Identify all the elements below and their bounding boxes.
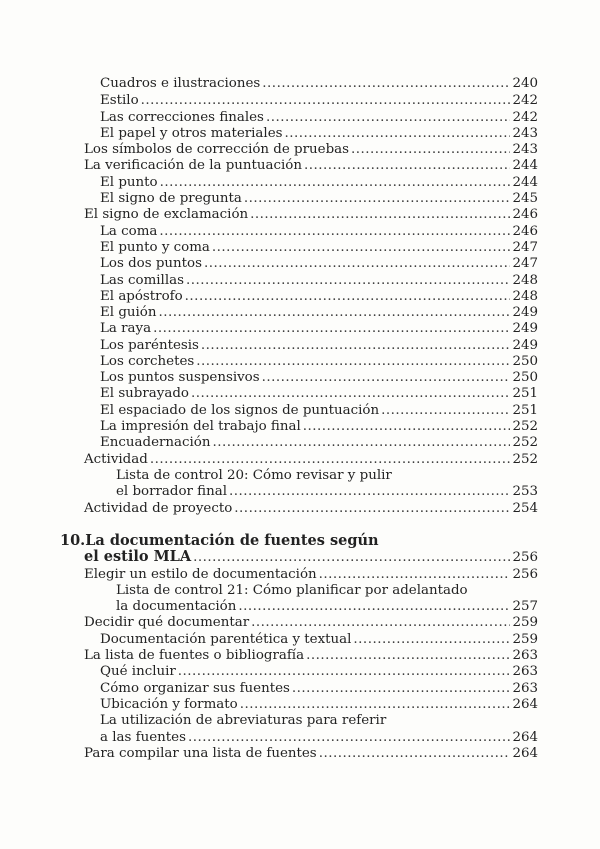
toc-entry[interactable]: La coma ..... 246 (100, 224, 538, 240)
toc-entry[interactable]: Los símbolos de corrección de pruebas ..... 243 (84, 142, 538, 158)
toc-entry-continued: Lista de control 21: Cómo planificar por adelantado (116, 583, 468, 598)
toc-entry[interactable]: La raya ..... 249 (100, 321, 538, 337)
chapter-heading-line2[interactable]: el estilo MLA ..... 256 (84, 549, 538, 565)
toc-entry[interactable]: Ubicación y formato ..... 264 (100, 697, 538, 713)
toc-entry-continued: La utilización de abreviaturas para referir (100, 713, 387, 728)
toc-entry[interactable]: Para compilar una lista de fuentes ..... 264 (84, 746, 538, 762)
toc-entry[interactable]: el borrador final ..... 253 (116, 484, 538, 500)
toc-entry[interactable]: Cuadros e ilustraciones ..... 240 (100, 76, 538, 92)
toc-entry[interactable]: Las comillas ..... 248 (100, 273, 538, 289)
toc-entry[interactable]: Las correcciones finales ..... 242 (100, 110, 538, 126)
toc-entry[interactable]: Documentación parentética y textual ..... 259 (100, 632, 538, 648)
toc-entry[interactable]: Elegir un estilo de documentación ..... 256 (84, 567, 538, 583)
toc-entry[interactable]: La lista de fuentes o bibliografía ..... 263 (84, 648, 538, 664)
toc-entry[interactable]: Qué incluir ..... 263 (100, 664, 538, 680)
toc-entry[interactable]: Los puntos suspensivos ..... 250 (100, 370, 538, 386)
toc-entry[interactable]: Encuadernación ..... 252 (100, 435, 538, 451)
chapter-heading[interactable] (60, 533, 379, 549)
toc-entry[interactable]: Actividad de proyecto ..... 254 (84, 501, 538, 517)
toc-entry[interactable]: El subrayado ..... 251 (100, 386, 538, 402)
toc-entry[interactable]: la documentación ..... 257 (116, 599, 538, 615)
chapter-title: La documentación de fuentes según (85, 532, 379, 549)
toc-entry[interactable]: Los dos puntos ..... 247 (100, 256, 538, 272)
toc-entry[interactable]: a las fuentes ..... 264 (100, 730, 538, 746)
toc-entry[interactable]: El espaciado de los signos de puntuación ..... 251 (100, 403, 538, 419)
toc-entry[interactable]: La impresión del trabajo final ..... 252 (100, 419, 538, 435)
toc-entry[interactable]: Actividad ..... 252 (84, 452, 538, 468)
toc-entry[interactable]: Los paréntesis ..... 249 (100, 338, 538, 354)
toc-entry[interactable]: El signo de exclamación ..... 246 (84, 207, 538, 223)
toc-entry[interactable]: El apóstrofo ..... 248 (100, 289, 538, 305)
toc-entry[interactable]: Cómo organizar sus fuentes ..... 263 (100, 681, 538, 697)
toc-entry[interactable]: El papel y otros materiales ..... 243 (100, 126, 538, 142)
chapter-number: 10. (60, 532, 86, 549)
toc-entry[interactable]: El signo de pregunta ..... 245 (100, 191, 538, 207)
toc-entry[interactable]: El punto y coma ..... 247 (100, 240, 538, 256)
toc-entry[interactable]: El guión ..... 249 (100, 305, 538, 321)
toc-entry[interactable]: Los corchetes ..... 250 (100, 354, 538, 370)
toc-entry[interactable]: Estilo ..... 242 (100, 93, 538, 109)
toc-entry[interactable]: La verificación de la puntuación ..... 244 (84, 158, 538, 174)
toc-entry[interactable]: Decidir qué documentar ..... 259 (84, 615, 538, 631)
toc-entry-continued: Lista de control 20: Cómo revisar y pulir (116, 468, 392, 483)
toc-entry[interactable]: El punto ..... 244 (100, 175, 538, 191)
